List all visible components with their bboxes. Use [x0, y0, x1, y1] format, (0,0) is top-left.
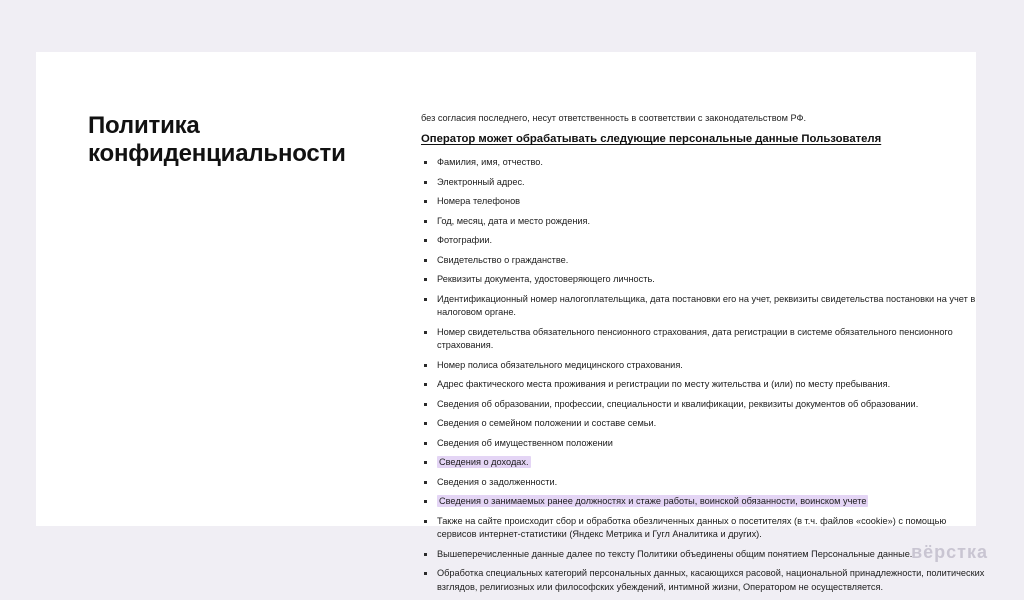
- list-item-text: Номер полиса обязательного медицинского страхования.: [437, 359, 683, 370]
- list-item: [421, 215, 986, 229]
- list-item-text: Идентификационный номер налогоплательщика, дата постановки его на учет, реквизиты свидетельства постановки на учет в налоговом органе.: [437, 293, 976, 318]
- list-item-text-highlighted: Сведения о занимаемых ранее должностях и стаже работы, воинской обязанности, воинском учете: [439, 496, 867, 507]
- section-heading: Оператор может обрабатывать следующие персональные данные Пользователя: [421, 133, 882, 146]
- list-item: [421, 254, 986, 268]
- list-item-text: Реквизиты документа, удостоверяющего личность.: [437, 274, 655, 285]
- personal-data-list: [421, 156, 986, 594]
- list-item: [421, 437, 986, 451]
- list-item-text: Номера телефонов: [437, 196, 521, 207]
- list-item: [421, 567, 986, 594]
- page-title-line-1: Политика: [88, 112, 200, 139]
- list-item-text: Также на сайте происходит сбор и обработка обезличенных данных о посетителях (в т.ч. файлов «cookie») с помощью сервисов интернет-статистики (Яндекс Метрика и Гугл Аналитика и других).: [437, 515, 947, 540]
- list-item-text: Фотографии.: [437, 235, 493, 246]
- list-item: [421, 495, 986, 509]
- document-body: [421, 112, 986, 600]
- list-item: [421, 398, 986, 412]
- list-item: [421, 195, 986, 209]
- list-item-text: Электронный адрес.: [437, 176, 525, 187]
- list-item: [421, 234, 986, 248]
- list-item: [421, 273, 986, 287]
- list-item: [421, 176, 986, 190]
- list-item: [421, 326, 986, 353]
- list-item: [421, 548, 986, 562]
- list-item-text: Вышеперечисленные данные далее по тексту Политики объединены общим понятием Персональные данные.: [437, 548, 913, 559]
- list-item-text: Сведения об имущественном положении: [437, 437, 613, 448]
- list-item: [421, 156, 986, 170]
- list-item: [421, 417, 986, 431]
- list-item-text: Год, месяц, дата и место рождения.: [437, 215, 591, 226]
- lead-paragraph: без согласия последнего, несут ответственность в соответствии с законодательством РФ.: [421, 113, 807, 123]
- list-item: [421, 476, 986, 490]
- list-item-text-highlighted: Сведения о доходах.: [439, 457, 529, 468]
- list-item: [421, 515, 986, 542]
- list-item-text: Номер свидетельства обязательного пенсионного страхования, дата регистрации в системе обязательного пенсионного страхования.: [437, 326, 953, 351]
- list-item-text: Сведения об образовании, профессии, специальности и квалификации, реквизиты документов об образовании.: [437, 398, 919, 409]
- list-item-text: Адрес фактического места проживания и регистрации по месту жительства и (или) по месту пребывания.: [437, 379, 891, 390]
- list-item: [421, 359, 986, 373]
- list-item: [421, 456, 986, 470]
- page-title-line-2: конфиденциальности: [88, 140, 346, 168]
- list-item-text: Сведения о задолженности.: [437, 476, 558, 487]
- list-item-text: Сведения о семейном положении и составе семьи.: [437, 418, 657, 429]
- list-item-text: Свидетельство о гражданстве.: [437, 254, 569, 265]
- list-item-text: Обработка специальных категорий персональных данных, касающихся расовой, национальной принадлежности, политических взглядов, религиозных или философских убеждений, интимной жизни, Оператором не осуществляется.: [437, 568, 985, 592]
- watermark-logo: вёрстка: [911, 542, 988, 562]
- list-item-text: Фамилия, имя, отчество.: [437, 157, 543, 168]
- page-title: [88, 112, 388, 169]
- list-item: [421, 293, 986, 320]
- list-item: [421, 378, 986, 392]
